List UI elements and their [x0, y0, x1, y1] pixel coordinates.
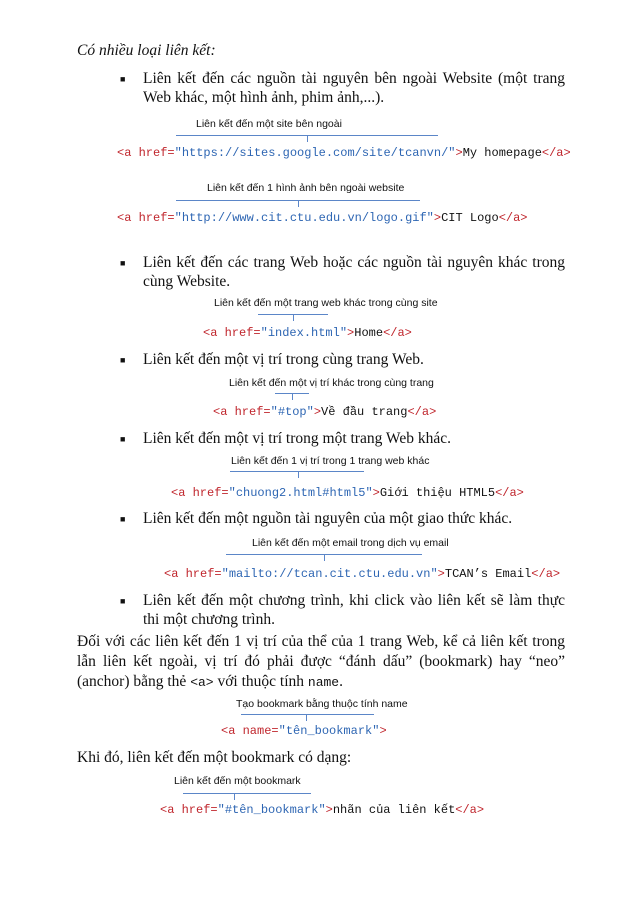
bullet-text: Liên kết đến một vị trí trong một trang Web khác. — [143, 430, 451, 447]
bullet-marker: ■ — [120, 74, 126, 84]
code-annotation: Liên kết đến 1 hình ảnh bên ngoài website — [207, 182, 405, 194]
code-line: <a name="tên_bookmark"> — [221, 724, 387, 738]
code-line: <a href="https://sites.google.com/site/tcanvn/">My homepage</a> — [117, 146, 571, 160]
code-annotation: Liên kết đến một bookmark — [174, 775, 301, 787]
bullet-marker: ■ — [120, 258, 126, 268]
code-annotation: Liên kết đến một site bên ngoài — [196, 118, 342, 130]
annotation-pointer — [324, 554, 325, 561]
bullet-marker: ■ — [120, 514, 126, 524]
code-annotation: Liên kết đến một vị trí khác trong cùng trang — [229, 377, 434, 389]
bullet-text: Liên kết đến các trang Web hoặc các nguồn tài nguyên khác trong cùng Website. — [143, 254, 565, 290]
bullet-text: Liên kết đến một chương trình, khi click vào liên kết sẽ làm thực thi một chương trình. — [143, 592, 565, 628]
bullet-text: Liên kết đến một nguồn tài nguyên của một giao thức khác. — [143, 510, 513, 527]
code-line: <a href="#top">Về đầu trang</a> — [213, 405, 437, 419]
bullet-text: Liên kết đến các nguồn tài nguyên bên ngoài Website (một trang Web khác, một hình ảnh, phim ảnh,...). — [143, 70, 565, 106]
annotation-pointer — [307, 135, 308, 142]
bullet-marker: ■ — [120, 355, 126, 365]
anchor-paragraph: Đối với các liên kết đến 1 vị trí của thể của 1 trang Web, kể cả liên kết trong lẫn liên kết ngoài, vị trí đó phải được “đánh dấu” (bookmark) hay “neo” (anchor) bằng thẻ <a> với thuộc tính name. — [77, 633, 565, 690]
code-line: <a href="chuong2.html#html5">Giới thiệu HTML5</a> — [171, 486, 524, 500]
code-annotation: Tạo bookmark bằng thuộc tính name — [236, 698, 408, 710]
annotation-pointer — [293, 314, 294, 321]
bookmark-intro-text: Khi đó, liên kết đến một bookmark có dạng: — [77, 749, 352, 766]
annotation-pointer — [298, 200, 299, 207]
code-annotation: Liên kết đến một email trong dịch vụ email — [252, 537, 449, 549]
annotation-bracket — [230, 471, 364, 472]
annotation-pointer — [292, 393, 293, 400]
code-line: <a href="#tên_bookmark">nhãn của liên kết</a> — [160, 803, 485, 817]
annotation-pointer — [234, 793, 235, 800]
code-annotation: Liên kết đến 1 vị trí trong 1 trang web khác — [231, 455, 430, 467]
code-line: <a href="mailto://tcan.cit.ctu.edu.vn">TCAN’s Email</a> — [164, 567, 561, 581]
bullet-marker: ■ — [120, 434, 126, 444]
annotation-pointer — [298, 471, 299, 478]
bullet-marker: ■ — [120, 596, 126, 606]
code-annotation: Liên kết đến một trang web khác trong cùng site — [214, 297, 438, 309]
annotation-bracket — [241, 714, 374, 715]
code-line: <a href="http://www.cit.ctu.edu.vn/logo.gif">CIT Logo</a> — [117, 211, 528, 225]
section-heading: Có nhiều loại liên kết: — [77, 42, 216, 59]
annotation-bracket — [183, 793, 311, 794]
bullet-text: Liên kết đến một vị trí trong cùng trang Web. — [143, 351, 424, 368]
code-line: <a href="index.html">Home</a> — [203, 326, 412, 340]
annotation-pointer — [306, 714, 307, 721]
